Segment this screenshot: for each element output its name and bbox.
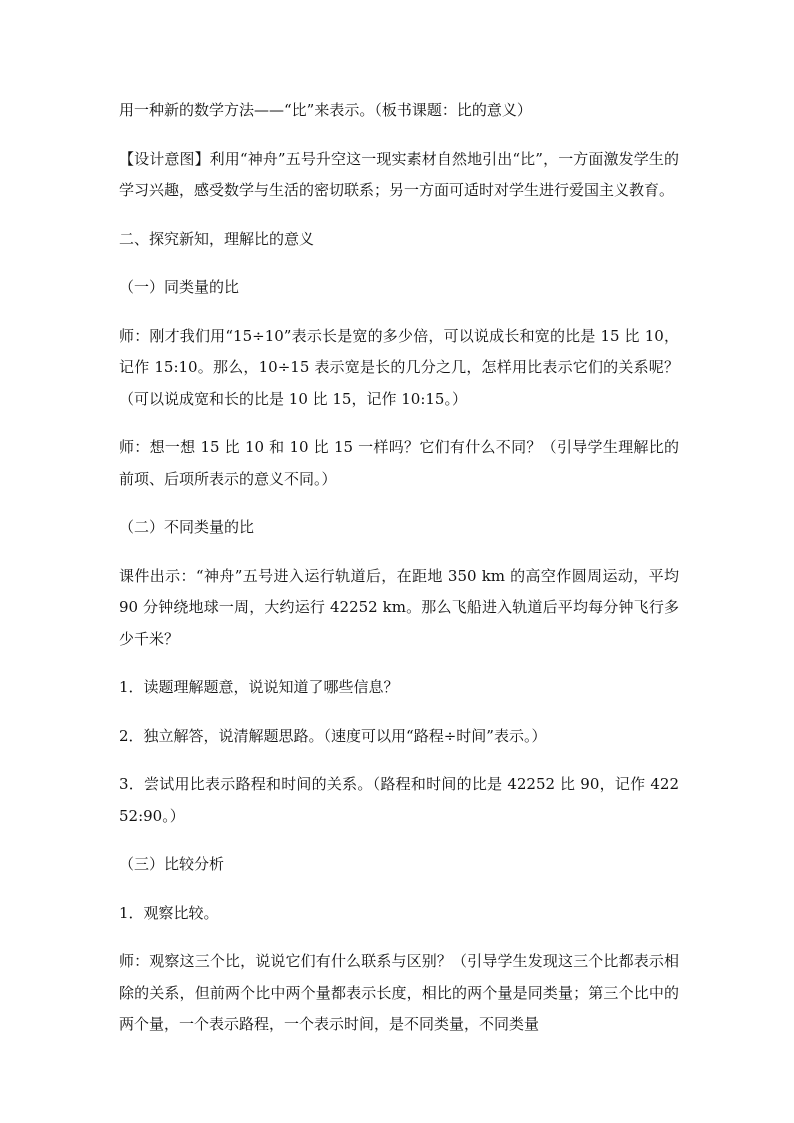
document-body bbox=[119, 95, 679, 1041]
step-read-problem: 1．读题理解题意，说说知道了哪些信息？ bbox=[119, 678, 399, 696]
step-solve-independently: 2．独立解答，说清解题思路。（速度可以用“路程÷时间”表示。） bbox=[119, 726, 547, 745]
subheading-same-type-ratio: （一）同类量的比 bbox=[119, 278, 240, 296]
paragraph-courseware-shenzhou: 课件出示：“神舟”五号进入运行轨道后，在距地 350 km 的高空作圆周运动，平均 90 分钟绕地球一周，大约运行 42252 km。那么飞船进入轨道后平均每分钟飞行多少千米？ bbox=[119, 566, 679, 648]
paragraph-teacher-length-width: 师：刚才我们用“15÷10”表示长是宽的多少倍，可以说成长和宽的比是 15 比 10，记作 15:10。那么，10÷15 表示宽是长的几分之几，怎样用比表示它们的关系呢？（可以说成宽和长的比是 10 比 15，记作 10:15。） bbox=[119, 326, 679, 408]
section-heading-explore: 二、探究新知，理解比的意义 bbox=[119, 229, 315, 248]
paragraph-intro-method: 用一种新的数学方法——“比”来表示。（板书课题：比的意义） bbox=[119, 101, 532, 119]
subheading-different-type-ratio: （二）不同类量的比 bbox=[119, 518, 255, 536]
paragraph-design-intent: 【设计意图】利用“神舟”五号升空这一现实素材自然地引出“比”，一方面激发学生的学习兴趣，感受数学与生活的密切联系；另一方面可适时对学生进行爱国主义教育。 bbox=[119, 149, 679, 199]
step-observe-compare: 1．观察比较。 bbox=[119, 903, 219, 922]
subheading-compare-analyze: （三）比较分析 bbox=[119, 855, 225, 873]
paragraph-teacher-compare: 师：想一想 15 比 10 和 10 比 15 一样吗？它们有什么不同？（引导学生理解比的前项、后项所表示的意义不同。） bbox=[119, 438, 679, 488]
step-express-ratio: 3．尝试用比表示路程和时间的关系。（路程和时间的比是 42252 比 90，记作 42252:90。） bbox=[119, 775, 679, 825]
paragraph-teacher-three-ratios: 师：观察这三个比，说说它们有什么联系与区别？（引导学生发现这三个比都表示相除的关系，但前两个比中两个量都表示长度，相比的两个量是同类量；第三个比中的两个量，一个表示路程，一个表示时间，是不同类量，不同类量 bbox=[119, 952, 679, 1033]
